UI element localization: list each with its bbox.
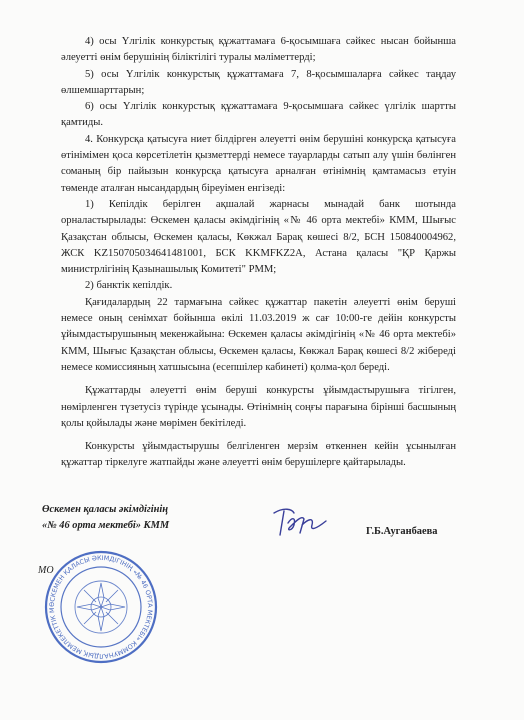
paragraph-submission-deadline: Қағидалардың 22 тармағына сәйкес құжаттар пакетін әлеуетті өнім беруші немесе оның сенімхат бойынша өкілі 11.03.2019 ж сағ 10:00-ге дейін конкурсты ұйымдастырушының мекенжайына: Өскемен қаласы әкімдігінің «№ 46 орта мектебі» КММ, Шығыс Қазақстан облысы, Өскемен қаласы, Көкжал Барақ көшесі 8/2 жібереді немесе комиссияның хатшысына (есепшілер кабинеті) қолма-қол береді. xyxy=(61,296,456,373)
signatory-org-line1: Өскемен қаласы әкімдігінің xyxy=(42,504,169,515)
paragraph-item-4: 4) осы Үлгілік конкурстық құжаттамаға 6-қосымшаға сәйкес нысан бойынша әлеуетті өнім берушінің біліктілігі туралы мәліметтерді; xyxy=(61,36,456,64)
signatory-org-line2: «№ 46 орта мектебі» КММ xyxy=(42,520,170,531)
signatory-name: Г.Б.Ауганбаева xyxy=(366,526,438,537)
paragraph-guarantee-deposit: 1) Кепілдік берілген ақшалай жарнасы мынадай банк шотында орналастырылады: Өскемен қаласы әкімдігінің «№ 46 орта мектебі» КММ, Шығыс Қазақстан облысы, Өскемен қаласы, Көкжал Барақ көшесі 8/2, БСН 150840004962, ЖСК KZ150705034641481001, БСК KKMFKZ2A, Астана қаласы "ҚР Қаржы министрлігінің Қазынашылық Комитеті" РММ; xyxy=(61,198,456,276)
svg-text:ӨСКЕМЕН ҚАЛАСЫ ӘКІМДІГІНІҢ «№: ӨСКЕМЕН ҚАЛАСЫ ӘКІМДІГІНІҢ «№ 46 ОРТА МЕКТЕБІ» КОММУНАЛДЫҚ МЕМЛЕКЕТТІК М xyxy=(47,553,155,661)
paragraph-clause-4: 4. Конкурсқа қатысуға ниет білдірген әлеуетті өнім берушіні конкурсқа қатысуға өтінімімен қоса көрсетілетін қызметтерді немесе тауарларды сатып алу үшін бөлінген соманың бір пайызын конкурсқа қатысуға арналған өтінімнің қамтамасыз етуін төменде аталған нысандардың біреуімен енгізеді: xyxy=(61,133,456,194)
paragraph-bank-guarantee: 2) банктік кепілдік. xyxy=(85,280,173,292)
handwritten-signature xyxy=(270,505,330,546)
official-seal xyxy=(42,548,160,671)
seal-place-mark: МО xyxy=(38,565,54,576)
signatory-organization xyxy=(42,502,169,534)
paragraph-late-submission: Конкурсты ұйымдастырушы белгіленген мерзім өткеннен кейін ұсынылған құжаттар тіркелуге жатпайды және әлеуетті өнім берушілерге қайтарылады. xyxy=(61,441,456,469)
paragraph-document-format: Құжаттарды әлеуетті өнім беруші конкурсты ұйымдастырушыға тігілген, нөмірленген түзетусіз түрінде ұсынады. Өтінімнің соңғы парағына бірінші басшының қолы қойылады және мөрімен бекітіледі. xyxy=(61,385,456,429)
paragraph-item-6: 6) осы Үлгілік конкурстық құжаттамаға 9-қосымшаға сәйкес үлгілік шартты қамтиды. xyxy=(61,101,456,129)
document-body xyxy=(61,34,456,472)
paragraph-item-5: 5) осы Үлгілік конкурстық құжаттамаға 7, 8-қосымшаларға сәйкес таңдау өлшемшарттарын; xyxy=(61,68,456,96)
